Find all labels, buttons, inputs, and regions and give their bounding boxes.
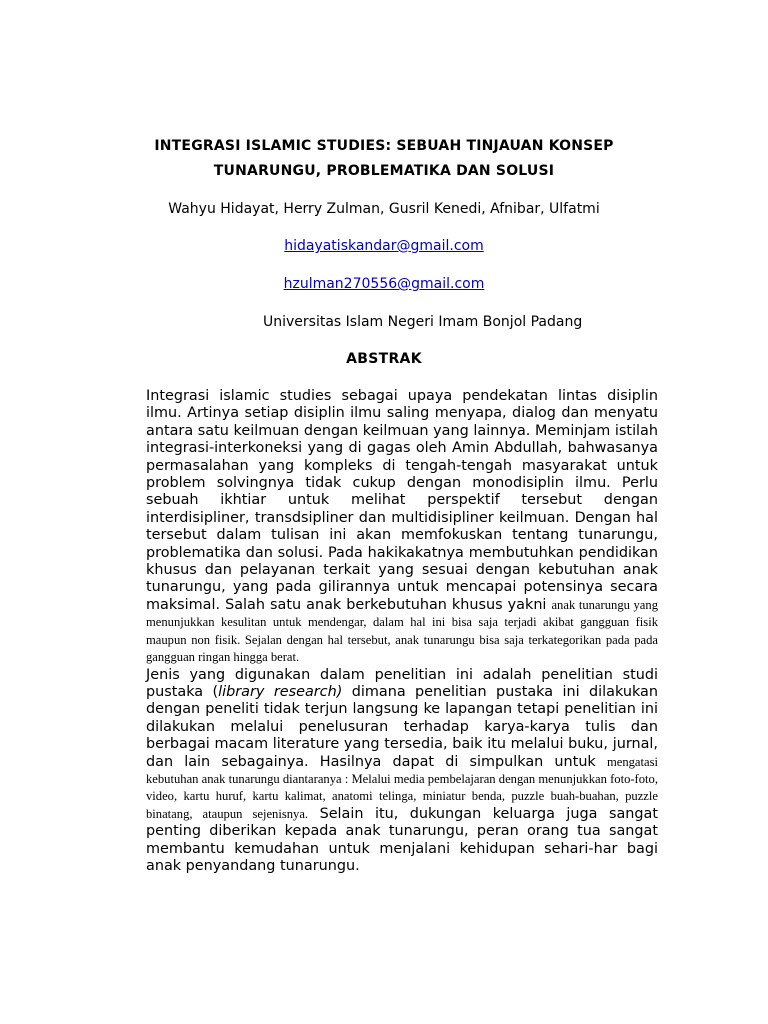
abstract-paragraph-2-start: Jenis yang digunakan dalam penelitian ini adalah penelitian studi pustaka ( — [146, 666, 658, 700]
authors: Wahyu Hidayat, Herry Zulman, Gusril Kenedi, Afnibar, Ulfatmi — [168, 201, 600, 217]
abstract-body — [146, 388, 658, 875]
email-link-1[interactable]: hidayatiskandar@gmail.com — [284, 238, 484, 254]
abstract-paragraph-1-serif: anak tunarungu yang menunjukkan kesulitan untuk mendengar, dalam hal ini bisa saja terjadi akibat gangguan fisik maupun non fisik. Sejalan dengan hal tersebut, anak tunarungu bisa saja terkategorikan pada pada gangguan ringan hingga berat. — [146, 597, 658, 665]
abstract-paragraph-1: Integrasi islamic studies sebagai upaya pendekatan lintas disiplin ilmu. Artinya setiap disiplin ilmu saling menyapa, dialog dan menyatu antara satu keilmuan dengan keilmuan yang lainnya. Meminjam istilah integrasi-interkoneksi yang di gagas oleh Amin Abdullah, bahwasanya permasalahan yang kompleks di tengah-tengah masyarakat untuk problem solvingnya tidak cukup dengan monodisiplin ilmu. Perlu sebuah ikhtiar untuk melihat perspektif tersebut dengan interdisipliner, transdsipliner dan multidisipliner keilmuan. Dengan hal tersebut dalam tulisan ini akan memfokuskan tentang tunarungu, problematika dan solusi. Pada hakikakatnya membutuhkan pendidikan khusus dan pelayanan terkait yang sesuai dengan kebutuhan anak tunarungu, yang pada gilirannya untuk mencapai potensinya secara maksimal. Salah satu anak berkebutuhan khusus yakni — [146, 388, 658, 613]
abstract-heading: ABSTRAK — [346, 351, 422, 367]
abstract-italic-term: library research) — [218, 683, 343, 700]
email-2-row — [0, 276, 768, 292]
affiliation: Universitas Islam Negeri Imam Bonjol Padang — [263, 314, 583, 330]
abstract-paragraph-2-serif: mengatasi kebutuhan anak tunarungu diantaranya : Melalui media pembelajaran dengan menunjukkan foto-foto, video, kartu huruf, kartu kalimat, anatomi telinga, miniatur benda, puzzle buah-buahan, puzzle binatang, ataupun sejenisnya. — [146, 754, 658, 821]
paper-title-line-2: TUNARUNGU, PROBLEMATIKA DAN SOLUSI — [213, 163, 555, 179]
email-1-row — [0, 238, 768, 254]
abstract-paragraph-2-end: Selain itu, dukungan keluarga juga sangat penting diberikan kepada anak tunarungu, peran orang tua sangat membantu kemudahan untuk menjalani kehidupan sehari-har bagi anak penyandang tunarungu. — [146, 805, 658, 874]
email-link-2[interactable]: hzulman270556@gmail.com — [283, 276, 485, 292]
abstract-paragraph-2-middle: dimana penelitian pustaka ini dilakukan dengan peneliti tidak terjun langsung ke lapangan tetapi penelitian ini dilakukan melalui penelusuran terhadap karya-karya tulis dan berbagai macam literature yang tersedia, baik itu melalui buku, jurnal, dan lain sebagainya. Hasilnya dapat di simpulkan untuk — [146, 683, 658, 770]
paper-title-line-1: INTEGRASI ISLAMIC STUDIES: SEBUAH TINJAUAN KONSEP — [154, 138, 614, 154]
